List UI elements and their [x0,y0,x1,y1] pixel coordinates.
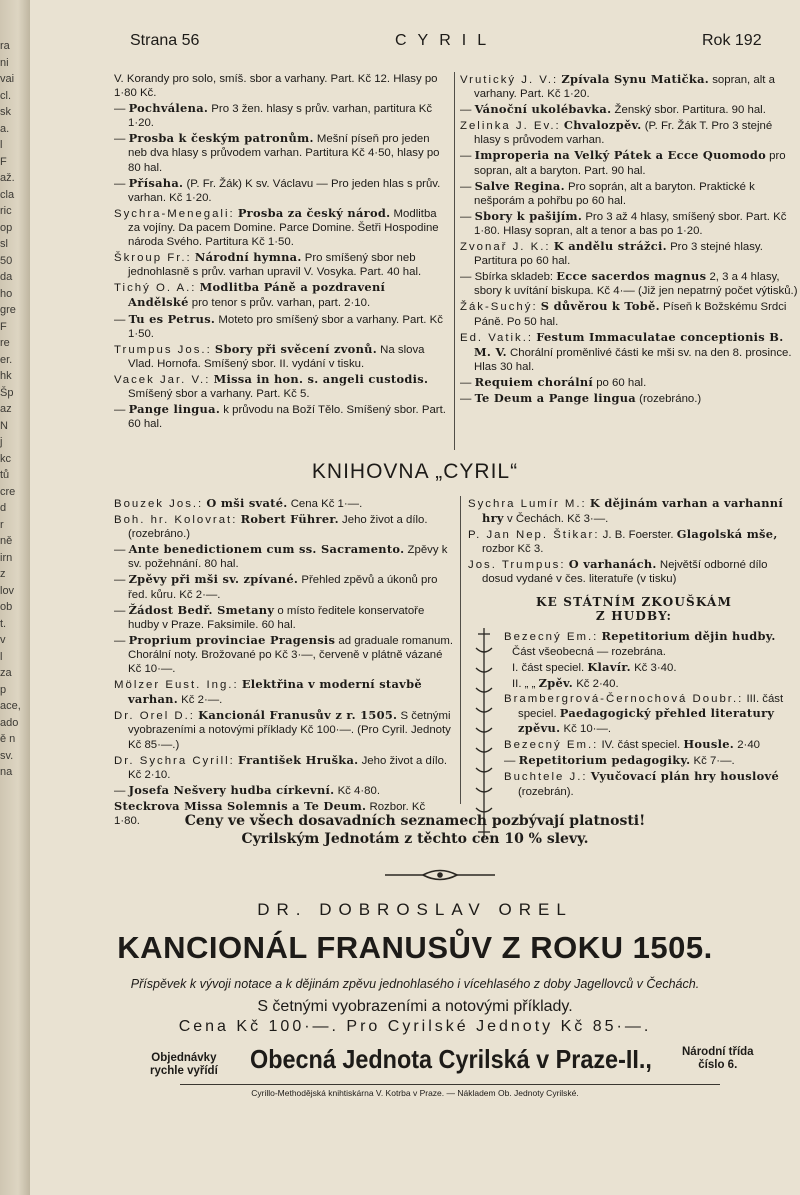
exam-entry [504,676,800,691]
strip-fragment: ric [0,205,12,217]
entry-text: Kč 2·—. [178,694,223,707]
entry-work: O mši svaté. [206,496,288,510]
entry-work: Repetitorium dějin hudby. [601,628,776,643]
entry-text: Kč 7·—. [690,755,735,768]
catalog-entry: — Pochválena. Pro 3 žen. hlasy s prův. varhan, partitura Kč 1·20. [114,101,433,130]
entry-text: ad graduale romanum. Chorální noty. Brožované po Kč 3·—, červeně v plátně vázané Kč 10·—. [128,634,454,676]
catalog-entry [114,342,448,371]
entry-work: Missa in hon. s. angeli custodis. [213,371,429,386]
strip-fragment: ra [0,40,10,52]
entry-text: Chorální proměnlivé části ke mši sv. na den 8. prosince. Hlas 30 hal. [474,346,792,373]
catalog-entry: — Přísaha. (P. Fr. Žák) K sv. Václavu — Pro jeden hlas s prův. varhan. Kč 1·20. [114,175,441,204]
strip-fragment: re [0,337,10,349]
entry-text: Část všeobecná — rozebrána. [512,645,666,658]
strip-fragment: p [0,683,7,696]
strip-fragment: sl [0,238,8,250]
strip-fragment: ně [0,535,13,547]
ad-title: KANCIONÁL FRANUSŮV Z ROKU 1505. [117,930,713,965]
entry-text: Modlitba za vojíny. Da pacem Domine. Parce Domine. Šetři Hospodine národa Svého. Partitura Kč 1·50. [128,207,439,249]
entry-text: Na slova Vlad. Hornofa. Smíšený sbor. II. vydání v tisku. [128,343,425,370]
strip-fragment: za [0,667,12,679]
library-entry [114,708,454,751]
entry-text: rozbor Kč 3. [482,543,544,556]
catalog-entry: — Vánoční ukolébavka. Ženský sbor. Partitura. 90 hal. [460,102,766,117]
entry-text: (P. Fr. Žák) K sv. Václavu — Pro jeden hlas s prův. varhan. Kč 1·20. [128,177,441,204]
strip-fragment: gre [0,304,16,316]
entry-text: Mešní píseň pro jeden neb dva hlasy s průvodem varhan. Partitura Kč 4·50, hlasy po 80 hal. [128,133,440,174]
strip-fragment: l [0,650,3,663]
entry-work: K andělu strážci. [553,239,667,254]
entry-text: 2, 3 a 4 hlasy, sbory k uvítání biskupa. Kč 4·— (Již jen nepatrný počet výtisků.) [474,271,798,298]
entry-work: S důvěrou k Tobě. [540,299,660,314]
entry-work: O varhanách. [568,557,657,572]
catalog-entry [460,299,800,328]
entry-author: Bezecný Em.: [504,739,599,752]
entry-text: (rozebrán). [518,785,574,798]
entry-text: sopran, alt a varhany. Part. Kč 1·20. [474,74,775,101]
entry-text: IV. část speciel. [601,739,684,752]
catalog-entry [460,330,800,374]
entry-author: Jos. Trumpus: [468,559,566,572]
strip-fragment: op [0,221,13,234]
entry-author: Mölzer Eust. Ing.: [114,679,239,692]
page-number: Strana 56 [130,32,200,49]
entry-author: Buchtele J.: [504,771,588,784]
entry-author: Žák-Suchý: [460,301,538,314]
strip-fragment: ho [0,287,13,300]
library-entry: — Josefa Nešvery hudba církevní. Kč 4·80. [114,782,381,797]
strip-fragment: N [0,419,8,432]
entry-text: (P. Fr. Žák T. Pro 3 stejné hlasy s průvodem varhan. [474,120,773,147]
entry-work: Improperia na Velký Pátek a Ecce Quomodo [474,148,766,163]
entry-text: Smíšený sbor a varhany. Part. Kč 5. [128,387,310,400]
entry-work: K dějinám varhan a varhanní hry [482,496,784,526]
entry-work: Sbory k pašijím. [474,208,583,223]
column-divider-2 [460,496,461,804]
entry-work: Ecce sacerdos magnus [556,269,707,284]
strip-fragment: cla [0,188,15,201]
strip-fragment: ě n [0,733,16,745]
entry-work: Ante benedictionem cum ss. Sacramento. [128,542,405,557]
library-entry [114,512,454,541]
strip-fragment: lov [0,584,15,597]
strip-fragment: F [0,155,7,168]
strip-fragment: sk [0,106,11,118]
library-entry: — Žádost Bedř. Smetany o místo ředitele konservatoře hudby v Praze. Faksimile. 60 hal. [114,602,425,631]
entry-work: Festum Immaculatae conceptionis B. M. V. [474,329,784,359]
strip-fragment: až. [0,172,15,184]
entry-text: Pro smíšený sbor neb jednohlasně s prův. varhan upravil V. Vosyka. Part. 40 hal. [128,252,422,279]
entry-work: Proprium provinciae Pragensis [128,632,336,647]
ad-publisher: Obecná Jednota Cyrilská v Praze-II., [250,1044,652,1074]
ad-subtitle: Příspěvek k vývoji notace a k dějinám zpěvu jednohlasého i vícehlasého z doby Jagellovců v Čechách. [130,977,700,991]
ornament-column [470,628,498,838]
catalog-entry: — Te Deum a Pange lingua (rozebráno.) [460,390,702,405]
entry-work: Zpěvy při mši sv. zpívané. [128,572,299,587]
strip-fragment: hk [0,370,12,382]
catalog-entry: — Sbory k pašijím. Pro 3 až 4 hlasy, smíšený sbor. Part. Kč 1·80. Hlasy sopran, alt a tenor a bas po 1·20. [460,208,787,237]
strip-fragment: irn [0,551,13,564]
entry-author: Zvonař J. K.: [460,241,551,254]
ad-order-note: Objednávky rychle vyřídí [150,1052,218,1077]
strip-fragment: ni [0,56,9,69]
ad-author: DR. DOBROSLAV OREL [257,900,573,919]
strip-fragment: tů [0,469,10,481]
entry-work: Prosba za český národ. [237,205,391,220]
entry-work: Steckrova Missa Solemnis a Te Deum. [114,798,367,813]
strip-fragment: az [0,403,12,415]
library-entry [468,496,800,526]
entry-author: Sychra-Menegali: [114,207,235,220]
entry-work: Pochválena. [128,101,209,116]
catalog-entry: — Tu es Petrus. Moteto pro smíšený sbor a varhany. Part. Kč 1·50. [114,311,443,340]
entry-author: Vrutický J. V.: [460,74,559,86]
strip-fragment: j [0,436,3,448]
page-header [30,32,800,56]
entry-work: Elektřina v moderní stavbě varhan. [128,677,422,707]
entry-text: I. část speciel. [512,661,588,674]
entry-work: Kancionál Franusův z r. 1505. [198,708,398,723]
library-left-column [114,496,454,829]
catalog-entry [460,72,800,101]
strip-fragment: sv. [0,749,14,762]
strip-fragment: l [0,139,3,151]
ad-price: Cena Kč 100·—. Pro Cyrilské Jednoty Kč 85·—. [178,1018,652,1035]
entry-work: Requiem chorální [474,374,594,389]
entry-text: Pro 3 až 4 hlasy, smíšený sbor. Part. Kč 1·80. Hlasy sopran, alt a tenor a bas po 1·20. [474,210,787,237]
entry-text: J. B. Foerster. [602,529,677,542]
catalog-entry: — Sbírka skladeb: Ecce sacerdos magnus 2, 3 a 4 hlasy, sbory k uvítání biskupa. Kč 4·— (Již jen nepatrný počet výtisků.) [460,269,798,298]
exam-entry [504,629,800,644]
entry-work: Glagolská mše, [676,527,778,542]
entry-work: Žádost Bedř. Smetany [128,602,275,617]
entry-work: Prosba k českým patronům. [128,131,314,146]
library-entry: — Zpěvy při mši sv. zpívané. Přehled zpěvů a úkonů pro řed. kůru. Kč 2·—. [114,572,438,601]
catalog-entry: — Requiem chorální po 60 hal. [460,374,647,389]
entry-text: Kč 4·80. [334,784,381,797]
entry-text: Ženský sbor. Partitura. 90 hal. [611,104,766,117]
strip-fragment: F [0,320,7,333]
strip-fragment: er. [0,353,13,366]
ad-illustrations: S četnými vyobrazeními a notovými příklady. [257,998,573,1015]
strip-fragment: a. [0,122,10,135]
strip-fragment: v [0,634,6,646]
entry-author: Trumpus Jos.: [114,343,212,356]
entry-text: Sbírka skladeb: [474,271,557,284]
entry-work: Klavír. [587,659,631,674]
catalog-left-column [114,72,448,432]
column-divider [454,72,455,450]
journal-page [30,0,800,1195]
catalog-entry: — Salve Regina. Pro soprán, alt a baryton. Praktické k nešporám a pohřbu po 60 hal. [460,178,755,207]
strip-fragment: ado [0,716,19,729]
strip-fragment: t. [0,617,7,630]
library-entry [114,496,454,511]
entry-work: Pange lingua. [128,402,221,417]
entry-text: o místo ředitele konservatoře hudby v Praze. Faksimile. 60 hal. [128,604,425,631]
entry-text: Rozbor. Kč 1·80. [114,800,426,827]
entry-author: Bezecný Em.: [504,630,599,643]
catalog-entry [114,206,448,249]
entry-author: Sychra Lumír M.: [468,498,587,510]
exam-entry: — Repetitorium pedagogiky. Kč 7·—. [504,753,735,768]
library-entry: — Ante benedictionem cum ss. Sacramento. Zpěvy k sv. požehnání. 80 hal. [114,542,448,571]
library-entry [468,527,800,556]
exam-entry [504,660,800,675]
entry-text: po 60 hal. [593,376,647,389]
entry-author: Dr. Sychra Cyrill: [114,754,235,767]
strip-fragment: cl. [0,89,11,102]
entry-work: Zpěv. [538,675,574,690]
entry-text: Moteto pro smíšený sbor a varhany. Part. Kč 1·50. [128,313,443,340]
entry-author: Ed. Vatik.: [460,331,534,344]
entry-text: III. část speciel. [518,692,784,721]
exam-entry [504,692,800,736]
strip-fragment: cre [0,485,16,498]
catalog-entry [114,72,448,100]
entry-author: Brambergrová-Černochová Doubr.: [504,692,744,705]
library-title: KNIHOVNA „CYRIL“ [311,460,519,483]
entry-work: Paedagogický přehled literatury zpěvu. [518,706,775,736]
entry-text: v Čechách. Kč 3·—. [503,513,609,526]
entry-work: Národní hymna. [194,250,302,265]
strip-fragment: ace, [0,700,21,712]
exam-entry [504,737,800,752]
entry-work: Housle. [683,737,735,752]
entry-text: Největší odborné dílo dosud vydané v čes. literatuře (v tisku) [482,559,768,586]
entry-work: Sbory při svěcení zvonů. [214,341,378,356]
strip-fragment: 50 [0,254,13,267]
entry-author: Dr. Orel D.: [114,710,195,723]
entry-text: 2·40 [734,739,761,752]
catalog-entry: — Prosba k českým patronům. Mešní píseň pro jeden neb dva hlasy s průvodem varhan. Partitura Kč 4·50, hlasy po 80 hal. [114,131,440,174]
exam-entry [504,769,800,798]
year-label: Rok 192 [702,32,762,49]
strip-fragment: z [0,568,6,580]
entry-text: pro tenor s prův. varhan, part. 2·10. [188,297,371,310]
entry-text: Zpěvy k sv. požehnání. 80 hal. [128,544,448,571]
strip-fragment: vai [0,73,15,85]
entry-text: Kč 2·40. [573,677,619,690]
price-notice: Ceny ve všech dosavadních seznamech pozbývají platnosti! Cyrilským Jednotám z těchto cen 10 % slevy. [184,813,646,847]
entry-work: Josefa Nešvery hudba církevní. [128,782,335,797]
catalog-entry: — Pange lingua. k průvodu na Boží Tělo. Smíšený sbor. Part. 60 hal. [114,402,446,431]
library-entry: — Proprium provinciae Pragensis ad graduale romanum. Chorální noty. Brožované po Kč 3·—, červeně v plátně vázané Kč 10·—. [114,632,454,676]
strip-fragment: na [0,766,13,778]
entry-work: Vánoční ukolébavka. [474,102,612,117]
entry-author: Tichý O. A.: [114,282,197,295]
entry-author: Zelinka J. Ev.: [460,120,561,133]
entry-work: Modlitba Páně a pozdravení Andělské [128,280,386,310]
entry-text: (rozebráno.) [635,392,702,405]
entry-work: Vyučovací plán hry houslové [590,769,779,784]
exam-entry [504,645,800,659]
entry-author: Boh. hr. Kolovrat: [114,514,238,527]
entry-work: Chvalozpěv. [563,118,642,133]
entry-work: Tu es Petrus. [128,311,216,326]
ad-address: Národní třída číslo 6. [682,1046,754,1071]
library-entry [468,557,800,586]
entry-author: Škroup Fr.: [114,252,192,265]
strip-fragment: ob [0,601,13,613]
catalog-entry: — Improperia na Velký Pátek a Ecce Quomodo pro sopran, alt a baryton. Part. 90 hal. [460,148,786,177]
entry-text: Jeho život a dílo. Kč 2·10. [128,754,448,781]
entry-text: Cena Kč 1·—. [287,498,363,510]
entry-author: P. Jan Nep. Štikar: [468,529,600,542]
catalog-entry [114,250,448,279]
printer-footer: Cyrillo-Methodějská knihtiskárna V. Kotrba v Praze. — Nákladem Ob. Jednoty Cyrilské. [251,1088,579,1098]
library-entry [114,753,454,782]
entry-work: Repetitorium pedagogiky. [518,753,691,768]
entry-author: Vacek Jar. V.: [114,373,211,386]
entry-text: Pro soprán, alt a baryton. Praktické k nešporám a pohřbu po 60 hal. [474,180,755,207]
strip-fragment: kc [0,452,11,465]
entry-text: Píseň k Božskému Srdci Páně. Po 50 hal. [474,301,787,328]
entry-text: Kč 10·—. [560,723,611,736]
catalog-entry [460,239,800,268]
catalog-entry [114,280,448,310]
adjacent-page-strip [0,0,30,1195]
entry-text: II. „ „ [512,677,539,690]
entry-work: Přísaha. [128,175,184,190]
footer-rule [180,1084,720,1085]
strip-fragment: da [0,271,13,283]
entry-author: Bouzek Jos.: [114,498,204,510]
library-entry [114,677,454,707]
exam-list [468,629,800,799]
entry-text: k průvodu na Boží Tělo. Smíšený sbor. Part. 60 hal. [128,404,446,431]
entry-text: V. Korandy pro solo, smíš. sbor a varhany. Part. Kč 12. Hlasy po 1·80 Kč. [114,73,438,100]
journal-title: CYRIL [395,32,498,49]
library-right-column [468,496,800,800]
catalog-entry [114,372,448,401]
entry-work: Te Deum a Pange lingua [474,390,636,405]
entry-text: Přehled zpěvů a úkonů pro řed. kůru. Kč 2·—. [128,574,438,601]
entry-text: Pro 3 žen. hlasy s prův. varhan, partitura Kč 1·20. [128,103,433,130]
ornament-divider [385,868,495,882]
catalog-right-column [460,72,800,407]
entry-text: Jeho život a dílo. (rozebráno.) [128,514,428,541]
entry-work: Zpívala Synu Matička. [561,72,710,86]
entry-work: František Hruška. [237,752,359,767]
entry-text: pro sopran, alt a baryton. Part. 90 hal. [474,150,786,177]
entry-text: Kč 3·40. [630,661,677,674]
entry-work: Robert Führer. [240,512,339,527]
entry-work: Salve Regina. [474,178,565,193]
entry-text: Pro 3 stejné hlasy. Partitura po 60 hal. [474,241,763,268]
catalog-entry [460,118,800,147]
strip-fragment: Šp [0,386,14,399]
strip-fragment: r [0,518,4,531]
strip-fragment: d [0,502,7,514]
exam-title: KE STÁTNÍM ZKOUŠKÁM Z HUDBY: [535,594,733,623]
entry-text: S četnými vyobrazeními a notovými příklady Kč 100·—. (Pro Cyril. Jednoty Kč 85·—.) [128,710,451,751]
